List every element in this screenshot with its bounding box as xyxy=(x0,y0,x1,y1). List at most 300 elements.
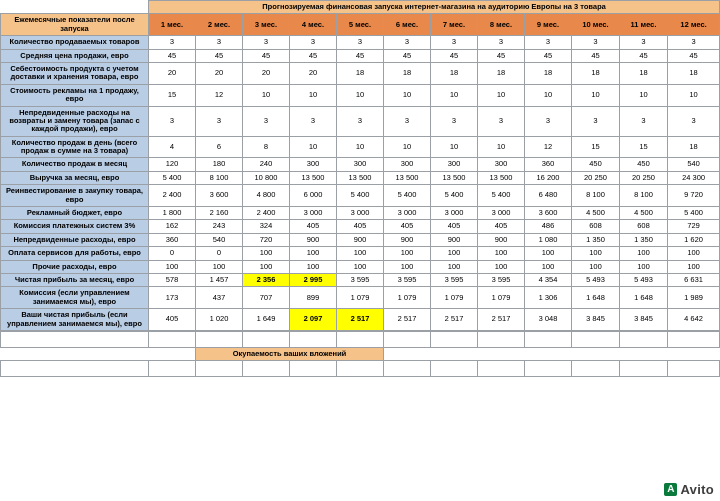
table-cell: 0 xyxy=(149,247,196,260)
table-cell: 10 800 xyxy=(243,171,290,184)
empty-cell xyxy=(525,331,572,347)
table-cell: 300 xyxy=(384,158,431,171)
table-cell: 5 400 xyxy=(149,171,196,184)
table-cell: 300 xyxy=(290,158,337,171)
row-label: Комиссия (если управлением занимаемся мы), евро xyxy=(1,287,149,309)
table-row xyxy=(1,136,720,158)
table-row xyxy=(1,247,720,260)
empty-cell xyxy=(384,347,431,360)
table-cell: 5 400 xyxy=(478,185,525,207)
table-cell: 324 xyxy=(243,220,290,233)
table-row xyxy=(1,36,720,49)
table-cell: 20 xyxy=(149,62,196,84)
table-cell: 100 xyxy=(337,247,384,260)
table-cell: 15 xyxy=(620,136,668,158)
empty-cell xyxy=(620,347,668,360)
footer-spacer-2 xyxy=(149,347,196,360)
row-label: Количество продаж в день (всего продаж в сумме на 3 товара) xyxy=(1,136,149,158)
table-cell: 1 079 xyxy=(384,287,431,309)
table-cell: 100 xyxy=(572,247,620,260)
empty-cell xyxy=(620,361,668,377)
table-row xyxy=(1,158,720,171)
month-header-7: 7 мес. xyxy=(431,14,478,36)
table-cell: 100 xyxy=(384,247,431,260)
table-row xyxy=(1,220,720,233)
table-cell: 18 xyxy=(337,62,384,84)
table-cell: 45 xyxy=(431,49,478,62)
table-cell: 5 400 xyxy=(668,207,720,220)
table-cell: 13 500 xyxy=(384,171,431,184)
empty-row xyxy=(1,361,720,377)
table-cell: 16 200 xyxy=(525,171,572,184)
table-cell: 1 989 xyxy=(668,287,720,309)
table-cell: 10 xyxy=(384,84,431,106)
table-cell: 18 xyxy=(525,62,572,84)
table-cell: 3 000 xyxy=(337,207,384,220)
table-cell: 3 xyxy=(384,106,431,136)
payback-note: Окупаемость ваших вложений xyxy=(196,347,384,360)
table-cell: 300 xyxy=(337,158,384,171)
table-cell: 180 xyxy=(196,158,243,171)
header-row xyxy=(1,14,720,36)
empty-cell xyxy=(478,331,525,347)
empty-cell xyxy=(431,347,478,360)
table-cell: 608 xyxy=(572,220,620,233)
table-cell: 12 xyxy=(196,84,243,106)
row-label: Количество продаваемых товаров xyxy=(1,36,149,49)
table-cell: 162 xyxy=(149,220,196,233)
month-header-1: 1 мес. xyxy=(149,14,196,36)
table-cell: 3 xyxy=(431,106,478,136)
table-cell: 10 xyxy=(337,84,384,106)
table-row xyxy=(1,260,720,273)
table-cell: 3 xyxy=(149,36,196,49)
table-cell: 608 xyxy=(620,220,668,233)
empty-cell xyxy=(572,331,620,347)
table-cell: 1 350 xyxy=(572,233,620,246)
month-header-10: 10 мес. xyxy=(572,14,620,36)
table-cell: 10 xyxy=(431,84,478,106)
empty-cell xyxy=(525,361,572,377)
empty-cell xyxy=(431,331,478,347)
table-cell: 13 500 xyxy=(337,171,384,184)
table-cell: 10 xyxy=(290,84,337,106)
table-row xyxy=(1,309,720,331)
table-cell: 100 xyxy=(337,260,384,273)
table-cell: 10 xyxy=(243,84,290,106)
table-cell: 4 500 xyxy=(572,207,620,220)
table-cell: 3 xyxy=(384,36,431,49)
table-cell: 100 xyxy=(668,260,720,273)
table-cell: 18 xyxy=(668,136,720,158)
empty-cell xyxy=(149,361,196,377)
table-cell: 900 xyxy=(290,233,337,246)
table-cell: 1 350 xyxy=(620,233,668,246)
table-cell: 20 250 xyxy=(572,171,620,184)
table-cell: 20 xyxy=(290,62,337,84)
table-cell: 8 100 xyxy=(620,185,668,207)
empty-cell xyxy=(196,361,243,377)
row-label: Непредвиденные расходы на возвраты и замену товара (запас с каждой продажи), евро xyxy=(1,106,149,136)
table-cell: 45 xyxy=(243,49,290,62)
title-row xyxy=(1,1,720,14)
table-cell: 3 600 xyxy=(196,185,243,207)
empty-cell xyxy=(384,331,431,347)
table-cell: 10 xyxy=(290,136,337,158)
table-cell: 45 xyxy=(620,49,668,62)
month-header-2: 2 мес. xyxy=(196,14,243,36)
table-cell: 10 xyxy=(668,84,720,106)
table-cell: 3 048 xyxy=(525,309,572,331)
table-cell: 3 xyxy=(668,106,720,136)
row-label-header: Ежемесячные показатели после запуска xyxy=(1,14,149,36)
table-cell: 1 457 xyxy=(196,273,243,286)
table-cell: 45 xyxy=(668,49,720,62)
table-cell: 450 xyxy=(620,158,668,171)
table-cell: 45 xyxy=(478,49,525,62)
table-cell: 2 517 xyxy=(384,309,431,331)
table-cell: 2 160 xyxy=(196,207,243,220)
table-cell: 3 xyxy=(243,106,290,136)
table-cell: 4 354 xyxy=(525,273,572,286)
table-cell: 1 649 xyxy=(243,309,290,331)
month-header-11: 11 мес. xyxy=(620,14,668,36)
table-cell: 4 500 xyxy=(620,207,668,220)
title-spacer xyxy=(1,1,149,14)
table-cell: 45 xyxy=(290,49,337,62)
table-cell: 45 xyxy=(384,49,431,62)
empty-cell xyxy=(478,361,525,377)
table-cell: 3 595 xyxy=(337,273,384,286)
footer-note-row xyxy=(1,347,720,360)
table-cell: 1 079 xyxy=(431,287,478,309)
table-cell: 13 500 xyxy=(431,171,478,184)
table-row xyxy=(1,233,720,246)
table-cell: 100 xyxy=(196,260,243,273)
table-cell: 1 648 xyxy=(572,287,620,309)
table-cell: 3 000 xyxy=(478,207,525,220)
table-cell: 10 xyxy=(337,136,384,158)
table-cell: 0 xyxy=(196,247,243,260)
table-cell: 240 xyxy=(243,158,290,171)
table-cell: 2 517 xyxy=(431,309,478,331)
table-cell: 20 xyxy=(196,62,243,84)
table-cell: 10 xyxy=(384,136,431,158)
table-cell: 100 xyxy=(290,247,337,260)
row-label: Комиссия платежных систем 3% xyxy=(1,220,149,233)
table-cell: 6 480 xyxy=(525,185,572,207)
table-cell: 3 595 xyxy=(431,273,478,286)
table-row xyxy=(1,273,720,286)
table-cell: 4 xyxy=(149,136,196,158)
empty-cell xyxy=(668,331,720,347)
table-cell: 10 xyxy=(478,136,525,158)
table-cell: 120 xyxy=(149,158,196,171)
table-cell: 3 xyxy=(196,106,243,136)
footer-spacer xyxy=(1,347,149,360)
table-cell: 437 xyxy=(196,287,243,309)
table-cell: 3 xyxy=(243,36,290,49)
table-row xyxy=(1,49,720,62)
table-row xyxy=(1,185,720,207)
table-cell: 3 845 xyxy=(572,309,620,331)
table-cell: 540 xyxy=(196,233,243,246)
table-cell: 45 xyxy=(149,49,196,62)
table-cell: 3 xyxy=(290,36,337,49)
table-cell: 18 xyxy=(478,62,525,84)
table-cell: 13 500 xyxy=(478,171,525,184)
row-label: Чистая прибыль за месяц, евро xyxy=(1,273,149,286)
table-cell: 15 xyxy=(572,136,620,158)
empty-cell xyxy=(290,361,337,377)
table-cell: 2 517 xyxy=(337,309,384,331)
table-cell: 900 xyxy=(337,233,384,246)
table-cell: 100 xyxy=(384,260,431,273)
table-cell: 2 400 xyxy=(243,207,290,220)
table-cell: 20 250 xyxy=(620,171,668,184)
table-cell: 1 020 xyxy=(196,309,243,331)
month-header-12: 12 мес. xyxy=(668,14,720,36)
table-cell: 15 xyxy=(149,84,196,106)
table-cell: 6 000 xyxy=(290,185,337,207)
table-cell: 3 xyxy=(620,36,668,49)
table-cell: 300 xyxy=(478,158,525,171)
table-cell: 3 xyxy=(620,106,668,136)
table-cell: 10 xyxy=(431,136,478,158)
table-cell: 2 400 xyxy=(149,185,196,207)
table-row xyxy=(1,84,720,106)
table-cell: 3 xyxy=(478,36,525,49)
table-cell: 100 xyxy=(525,260,572,273)
table-cell: 8 100 xyxy=(572,185,620,207)
table-cell: 100 xyxy=(620,260,668,273)
table-cell: 3 xyxy=(196,36,243,49)
table-cell: 3 xyxy=(149,106,196,136)
table-cell: 900 xyxy=(384,233,431,246)
table-cell: 360 xyxy=(525,158,572,171)
table-cell: 3 xyxy=(431,36,478,49)
month-header-4: 4 мес. xyxy=(290,14,337,36)
table-body xyxy=(1,1,720,331)
table-cell: 5 400 xyxy=(384,185,431,207)
row-label: Средняя цена продажи, евро xyxy=(1,49,149,62)
empty-cell xyxy=(525,347,572,360)
table-cell: 10 xyxy=(478,84,525,106)
row-label: Прочие расходы, евро xyxy=(1,260,149,273)
table-cell: 100 xyxy=(478,247,525,260)
table-cell: 173 xyxy=(149,287,196,309)
table-cell: 405 xyxy=(478,220,525,233)
table-cell: 2 995 xyxy=(290,273,337,286)
table-cell: 5 400 xyxy=(431,185,478,207)
table-cell: 2 517 xyxy=(478,309,525,331)
empty-cell xyxy=(337,361,384,377)
table-cell: 6 xyxy=(196,136,243,158)
footer-body xyxy=(1,331,720,376)
empty-cell xyxy=(1,331,149,347)
table-cell: 100 xyxy=(668,247,720,260)
table-cell: 899 xyxy=(290,287,337,309)
empty-cell xyxy=(620,331,668,347)
month-header-3: 3 мес. xyxy=(243,14,290,36)
table-cell: 4 800 xyxy=(243,185,290,207)
table-cell: 45 xyxy=(337,49,384,62)
table-cell: 18 xyxy=(620,62,668,84)
table-cell: 3 xyxy=(525,36,572,49)
row-label: Выручка за месяц, евро xyxy=(1,171,149,184)
table-cell: 100 xyxy=(431,260,478,273)
table-cell: 5 400 xyxy=(337,185,384,207)
table-cell: 5 493 xyxy=(572,273,620,286)
table-cell: 900 xyxy=(478,233,525,246)
table-cell: 45 xyxy=(572,49,620,62)
table-cell: 578 xyxy=(149,273,196,286)
table-cell: 10 xyxy=(620,84,668,106)
table-cell: 13 500 xyxy=(290,171,337,184)
row-label: Оплата сервисов для работы, евро xyxy=(1,247,149,260)
table-cell: 3 595 xyxy=(478,273,525,286)
row-label: Количество продаж в месяц xyxy=(1,158,149,171)
empty-cell xyxy=(196,331,243,347)
empty-cell xyxy=(290,331,337,347)
table-cell: 1 648 xyxy=(620,287,668,309)
month-header-5: 5 мес. xyxy=(337,14,384,36)
table-cell: 100 xyxy=(572,260,620,273)
table-cell: 100 xyxy=(149,260,196,273)
table-cell: 18 xyxy=(572,62,620,84)
table-cell: 100 xyxy=(243,247,290,260)
month-header-9: 9 мес. xyxy=(525,14,572,36)
row-label: Себестоимость продукта с учетом доставки и хранения товара, евро xyxy=(1,62,149,84)
table-cell: 100 xyxy=(243,260,290,273)
table-cell: 405 xyxy=(431,220,478,233)
row-label: Реинвестирование в закупку товара, евро xyxy=(1,185,149,207)
empty-cell xyxy=(668,361,720,377)
table-cell: 5 493 xyxy=(620,273,668,286)
table-cell: 4 642 xyxy=(668,309,720,331)
watermark-label: Avito xyxy=(680,482,714,497)
table-cell: 707 xyxy=(243,287,290,309)
table-cell: 1 306 xyxy=(525,287,572,309)
table-cell: 900 xyxy=(431,233,478,246)
table-cell: 100 xyxy=(478,260,525,273)
table-cell: 100 xyxy=(431,247,478,260)
table-cell: 8 100 xyxy=(196,171,243,184)
table-cell: 100 xyxy=(290,260,337,273)
month-header-8: 8 мес. xyxy=(478,14,525,36)
table-cell: 1 800 xyxy=(149,207,196,220)
row-label: Ваши чистая прибыль (если управлением занимаемся мы), евро xyxy=(1,309,149,331)
table-cell: 1 079 xyxy=(337,287,384,309)
table-cell: 729 xyxy=(668,220,720,233)
table-cell: 3 xyxy=(572,36,620,49)
table-cell: 3 xyxy=(290,106,337,136)
empty-cell xyxy=(668,347,720,360)
avito-watermark xyxy=(664,482,714,497)
row-label: Рекламный бюджет, евро xyxy=(1,207,149,220)
empty-cell xyxy=(337,331,384,347)
table-cell: 360 xyxy=(149,233,196,246)
table-cell: 405 xyxy=(337,220,384,233)
table-row xyxy=(1,62,720,84)
table-cell: 3 595 xyxy=(384,273,431,286)
table-cell: 2 356 xyxy=(243,273,290,286)
table-cell: 3 xyxy=(525,106,572,136)
table-cell: 3 000 xyxy=(384,207,431,220)
table-cell: 300 xyxy=(431,158,478,171)
table-cell: 540 xyxy=(668,158,720,171)
table-cell: 3 000 xyxy=(431,207,478,220)
table-cell: 405 xyxy=(384,220,431,233)
table-cell: 18 xyxy=(384,62,431,84)
empty-cell xyxy=(149,331,196,347)
table-cell: 1 080 xyxy=(525,233,572,246)
table-cell: 3 xyxy=(668,36,720,49)
table-cell: 6 631 xyxy=(668,273,720,286)
table-cell: 3 600 xyxy=(525,207,572,220)
table-cell: 3 xyxy=(572,106,620,136)
table-cell: 9 720 xyxy=(668,185,720,207)
table-cell: 8 xyxy=(243,136,290,158)
table-cell: 3 000 xyxy=(290,207,337,220)
table-cell: 450 xyxy=(572,158,620,171)
table-cell: 12 xyxy=(525,136,572,158)
row-label: Непредвиденные расходы, евро xyxy=(1,233,149,246)
table-row xyxy=(1,106,720,136)
table-row xyxy=(1,287,720,309)
table-cell: 486 xyxy=(525,220,572,233)
empty-cell xyxy=(572,347,620,360)
empty-row xyxy=(1,331,720,347)
table-cell: 20 xyxy=(243,62,290,84)
empty-cell xyxy=(478,347,525,360)
table-cell: 720 xyxy=(243,233,290,246)
table-cell: 45 xyxy=(525,49,572,62)
footer-strip-table xyxy=(0,331,720,377)
month-header-6: 6 мес. xyxy=(384,14,431,36)
table-cell: 10 xyxy=(525,84,572,106)
empty-cell xyxy=(572,361,620,377)
table-cell: 10 xyxy=(572,84,620,106)
table-cell: 1 079 xyxy=(478,287,525,309)
empty-cell xyxy=(243,331,290,347)
avito-logo-icon: A xyxy=(664,483,677,496)
table-cell: 45 xyxy=(196,49,243,62)
table-cell: 2 097 xyxy=(290,309,337,331)
table-cell: 3 xyxy=(337,106,384,136)
table-cell: 1 620 xyxy=(668,233,720,246)
empty-cell xyxy=(243,361,290,377)
empty-cell xyxy=(384,361,431,377)
table-row xyxy=(1,171,720,184)
empty-cell xyxy=(1,361,149,377)
table-cell: 243 xyxy=(196,220,243,233)
table-cell: 18 xyxy=(668,62,720,84)
table-cell: 24 300 xyxy=(668,171,720,184)
table-cell: 405 xyxy=(290,220,337,233)
table-row xyxy=(1,207,720,220)
table-cell: 3 845 xyxy=(620,309,668,331)
table-cell: 3 xyxy=(337,36,384,49)
table-cell: 3 xyxy=(478,106,525,136)
table-cell: 100 xyxy=(525,247,572,260)
table-cell: 18 xyxy=(431,62,478,84)
page-title: Прогнозируемая финансовая запуска интернет-магазина на аудиторию Европы на 3 товара xyxy=(149,1,720,14)
table-cell: 405 xyxy=(149,309,196,331)
empty-cell xyxy=(431,361,478,377)
row-label: Стоимость рекламы на 1 продажу, евро xyxy=(1,84,149,106)
table-cell: 100 xyxy=(620,247,668,260)
